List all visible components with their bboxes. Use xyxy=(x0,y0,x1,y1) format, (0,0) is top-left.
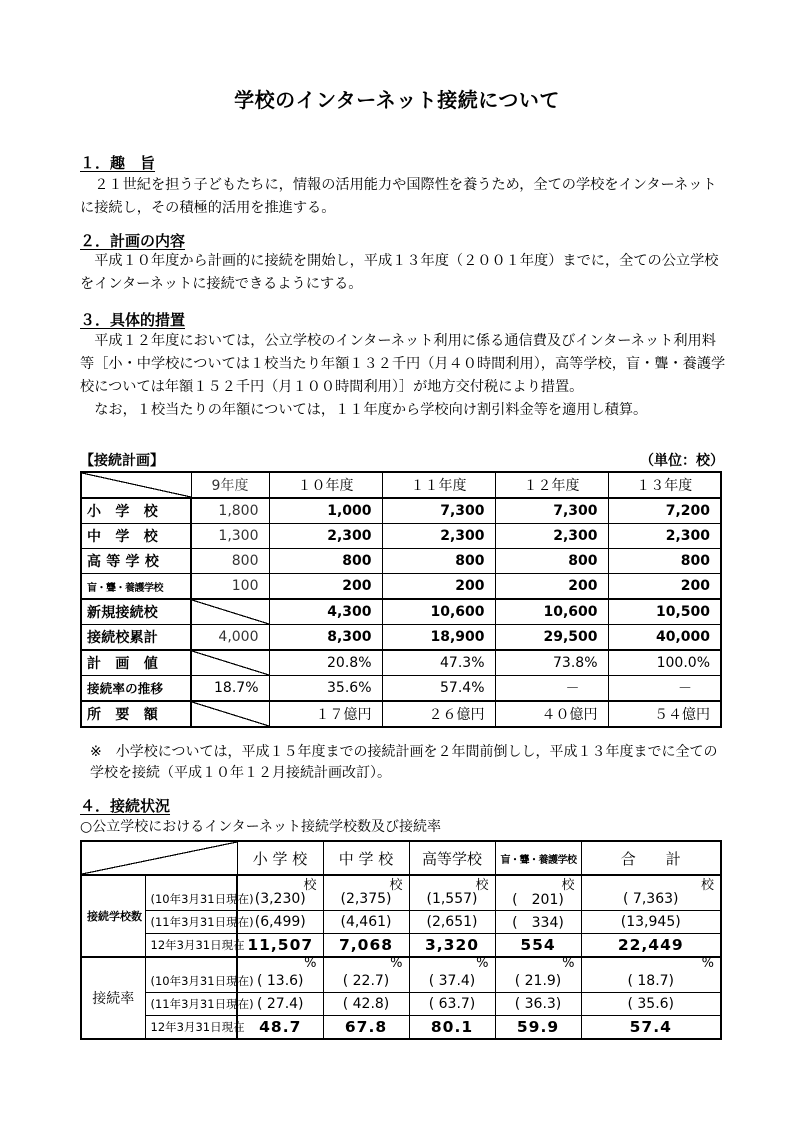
cell xyxy=(581,875,721,911)
date-label: 12年3月31日現在 xyxy=(145,934,237,958)
date-label: 12年3月31日現在 xyxy=(145,1016,237,1040)
plan-row-cumulative xyxy=(81,625,721,651)
status-row xyxy=(81,934,721,958)
status-col-header: 合 計 xyxy=(581,841,721,875)
cell: (13,945) xyxy=(581,911,721,934)
date-label: (10年3月31日現在) xyxy=(145,957,237,993)
cell: 48.7 xyxy=(237,1016,323,1040)
unit-label: 校 xyxy=(389,878,403,893)
cell: ( 36.3) xyxy=(495,993,581,1016)
plan-col-header: １１年度 xyxy=(382,472,495,498)
cell: 7,300 xyxy=(382,498,495,524)
cell: ( 334) xyxy=(495,911,581,934)
cell: 67.8 xyxy=(323,1016,409,1040)
status-header-row xyxy=(81,841,721,875)
cell: 1,800 xyxy=(191,498,269,524)
cell: 800 xyxy=(495,549,608,574)
unit-label: % xyxy=(562,956,575,971)
cell: 554 xyxy=(495,934,581,958)
cell: 18,900 xyxy=(382,625,495,651)
plan-corner-cell xyxy=(81,472,191,498)
cell: 18.7% xyxy=(191,676,269,702)
cell: 10,600 xyxy=(382,599,495,625)
cell: 10,500 xyxy=(608,599,721,625)
cell xyxy=(323,875,409,911)
cell: 11,507 xyxy=(237,934,323,958)
row-label: 接続率の推移 xyxy=(81,676,191,702)
cell: ４０億円 xyxy=(495,701,608,727)
unit-label: 校 xyxy=(303,878,317,893)
unit-label: 校 xyxy=(561,878,575,893)
section-3-text-2: なお，１校当たりの年額については，１１年度から学校向け割引料金等を適用し積算。 xyxy=(94,402,648,418)
date-label: (11年3月31日現在) xyxy=(145,993,237,1016)
cell: － xyxy=(608,676,721,702)
status-row xyxy=(81,1016,721,1040)
cell xyxy=(237,875,323,911)
row-label: 中 学 校 xyxy=(81,524,191,549)
cell: 80.1 xyxy=(409,1016,495,1040)
cell: 100 xyxy=(191,574,269,600)
row-label: 計 画 値 xyxy=(81,650,191,676)
value: ( 21.9) xyxy=(514,973,562,989)
plan-table-label: 【接続計画】 xyxy=(80,453,164,469)
cell: 10,600 xyxy=(495,599,608,625)
plan-row-junior-high xyxy=(81,524,721,549)
cell: 200 xyxy=(269,574,382,600)
value: ( 37.4) xyxy=(428,973,476,989)
status-col-header: 高等学校 xyxy=(409,841,495,875)
cell: 2,300 xyxy=(382,524,495,549)
cell: ( 35.6) xyxy=(581,993,721,1016)
cell: (2,651) xyxy=(409,911,495,934)
cell: 7,300 xyxy=(495,498,608,524)
plan-col-header: １０年度 xyxy=(269,472,382,498)
cell: ( 27.4) xyxy=(237,993,323,1016)
status-col-header: 小 学 校 xyxy=(237,841,323,875)
unit-label: % xyxy=(476,956,489,971)
status-row xyxy=(81,875,721,911)
cell xyxy=(409,875,495,911)
plan-row-plan-value xyxy=(81,650,721,676)
cell: 200 xyxy=(382,574,495,600)
cell: 200 xyxy=(608,574,721,600)
cell: 57.4 xyxy=(581,1016,721,1040)
row-label: 接続校累計 xyxy=(81,625,191,651)
cell: ５４億円 xyxy=(608,701,721,727)
plan-table xyxy=(80,471,722,728)
row-label: 新規接続校 xyxy=(81,599,191,625)
cell: 2,300 xyxy=(608,524,721,549)
cell: ２６億円 xyxy=(382,701,495,727)
section-3-body xyxy=(80,330,726,422)
section-2-text: 平成１０年度から計画的に接続を開始し，平成１３年度（２００１年度）までに，全ての公立学校をインターネットに接続できるようにする。 xyxy=(80,253,719,292)
plan-col-header: １２年度 xyxy=(495,472,608,498)
status-table xyxy=(80,840,722,1040)
row-label: 盲・聾・養護学校 xyxy=(81,574,191,600)
cell xyxy=(581,957,721,993)
cell: 100.0% xyxy=(608,650,721,676)
empty-diagonal-cell xyxy=(191,599,269,625)
cell: 40,000 xyxy=(608,625,721,651)
cell: 200 xyxy=(495,574,608,600)
unit-label: % xyxy=(390,956,403,971)
value: (2,375) xyxy=(340,891,392,907)
cell: 800 xyxy=(191,549,269,574)
section-4-subtitle: ○公立学校におけるインターネット接続学校数及び接続率 xyxy=(80,819,441,835)
cell: (4,461) xyxy=(323,911,409,934)
section-3-heading: ３．具体的措置 xyxy=(80,311,186,329)
cell: 47.3% xyxy=(382,650,495,676)
section-1-heading: １．趣 旨 xyxy=(80,154,156,172)
status-row xyxy=(81,957,721,993)
status-row xyxy=(81,911,721,934)
status-row xyxy=(81,993,721,1016)
plan-row-special-school xyxy=(81,574,721,600)
cell: 2,300 xyxy=(269,524,382,549)
status-corner-cell xyxy=(81,841,237,875)
cell: 800 xyxy=(269,549,382,574)
plan-header-row xyxy=(81,472,721,498)
section-1-text: ２１世紀を担う子どもたちに，情報の活用能力や国際性を養うため，全ての学校をインターネットに接続し，その積極的活用を推進する。 xyxy=(80,177,717,216)
cell: 20.8% xyxy=(269,650,382,676)
plan-row-new-connections xyxy=(81,599,721,625)
cell: 35.6% xyxy=(269,676,382,702)
cell: 59.9 xyxy=(495,1016,581,1040)
cell: 73.8% xyxy=(495,650,608,676)
status-col-header: 盲・聾・養護学校 xyxy=(495,841,581,875)
value: ( 22.7) xyxy=(342,973,390,989)
group-label-rate: 接続率 xyxy=(81,957,145,1039)
plan-col-header: 9年度 xyxy=(191,472,269,498)
value: ( 18.7) xyxy=(627,973,675,989)
cell: 8,300 xyxy=(269,625,382,651)
cell: １７億円 xyxy=(269,701,382,727)
row-label: 所 要 額 xyxy=(81,701,191,727)
empty-diagonal-cell xyxy=(191,650,269,676)
row-label: 小 学 校 xyxy=(81,498,191,524)
cell: 800 xyxy=(608,549,721,574)
plan-col-header: １３年度 xyxy=(608,472,721,498)
cell: (6,499) xyxy=(237,911,323,934)
cell: 1,000 xyxy=(269,498,382,524)
unit-label: 校 xyxy=(700,878,714,893)
cell: 3,320 xyxy=(409,934,495,958)
plan-row-high-school xyxy=(81,549,721,574)
plan-table-note: ※ 小学校については，平成１５年度までの接続計画を２年間前倒しし，平成１３年度までに全ての学校を接続（平成１０年１２月接続計画改訂）。 xyxy=(90,744,718,781)
cell: 29,500 xyxy=(495,625,608,651)
value: (3,230) xyxy=(254,891,306,907)
cell: 1,300 xyxy=(191,524,269,549)
unit-label: % xyxy=(701,956,714,971)
plan-table-unit: （単位：校） xyxy=(640,453,724,469)
value: (1,557) xyxy=(426,891,478,907)
section-2-body xyxy=(80,250,726,296)
cell: － xyxy=(495,676,608,702)
cell: 800 xyxy=(382,549,495,574)
section-1-body xyxy=(80,174,726,220)
status-col-header: 中 学 校 xyxy=(323,841,409,875)
plan-row-required-amount xyxy=(81,701,721,727)
cell: 7,068 xyxy=(323,934,409,958)
cell xyxy=(323,957,409,993)
cell: 4,300 xyxy=(269,599,382,625)
section-4-heading: ４．接続状況 xyxy=(80,797,171,815)
cell: 57.4% xyxy=(382,676,495,702)
empty-diagonal-cell xyxy=(191,701,269,727)
cell: 2,300 xyxy=(495,524,608,549)
group-label-count: 接続学校数 xyxy=(81,875,145,957)
cell xyxy=(237,957,323,993)
cell xyxy=(409,957,495,993)
cell xyxy=(495,875,581,911)
value: ( 201) xyxy=(512,892,564,908)
date-label: (11年3月31日現在) xyxy=(145,911,237,934)
cell xyxy=(495,957,581,993)
cell: ( 42.8) xyxy=(323,993,409,1016)
unit-label: 校 xyxy=(475,878,489,893)
plan-row-rate-trend xyxy=(81,676,721,702)
unit-label: % xyxy=(304,956,317,971)
section-3-text-1: 平成１２年度においては，公立学校のインターネット利用に係る通信費及びインターネット利用料等［小・中学校については１校当たり年額１３２千円（月４０時間利用），高等学校，盲・聾・養護学校については年額１５２千円（月１００時間利用）］が地方交付税により措置。 xyxy=(80,333,726,395)
section-2-heading: ２．計画の内容 xyxy=(80,232,186,250)
cell: 4,000 xyxy=(191,625,269,651)
cell: 22,449 xyxy=(581,934,721,958)
cell: ( 63.7) xyxy=(409,993,495,1016)
date-label: (10年3月31日現在) xyxy=(145,875,237,911)
page-title: 学校のインターネット接続について xyxy=(234,88,560,112)
cell: 7,200 xyxy=(608,498,721,524)
value: ( 7,363) xyxy=(623,891,679,907)
value: ( 13.6) xyxy=(256,973,304,989)
row-label: 高 等 学 校 xyxy=(81,549,191,574)
plan-row-elementary xyxy=(81,498,721,524)
